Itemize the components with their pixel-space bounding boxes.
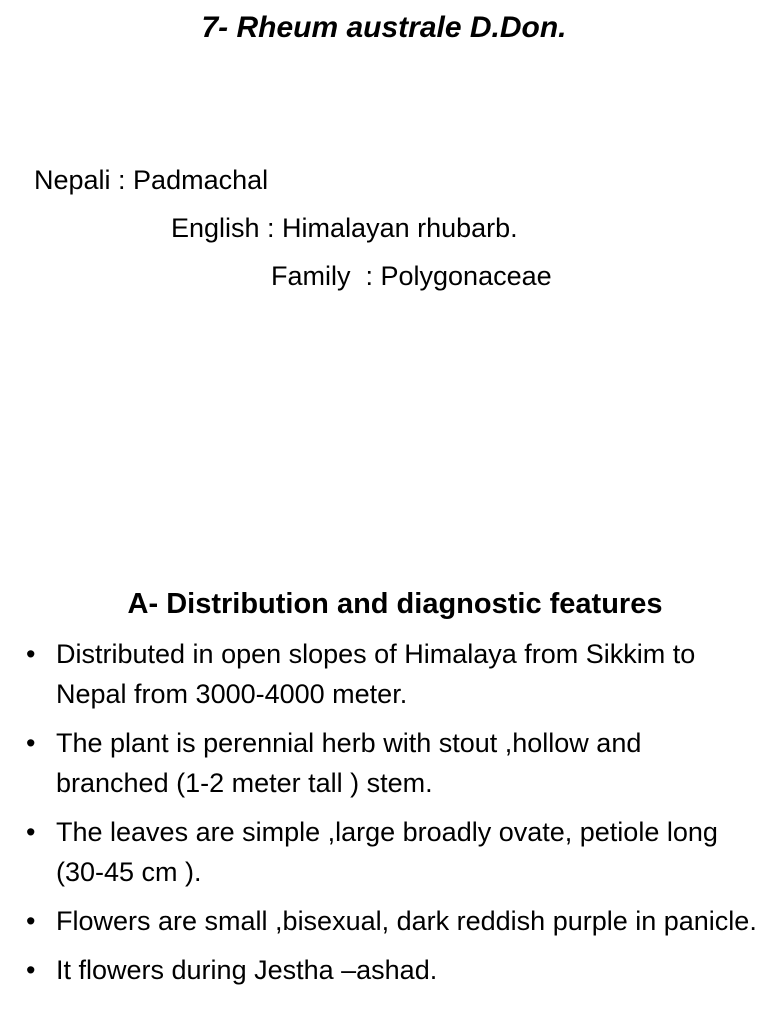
list-item [0,723,760,803]
list-item-text: The plant is perennial herb with stout ,hollow and branched (1-2 meter tall ) stem. [56,728,642,798]
bullet-icon: • [26,728,36,758]
list-item-text: It flowers during Jestha –ashad. [56,955,438,985]
english-name: English : Himalayan rhubarb. [171,213,518,243]
bullet-icon: • [26,906,36,936]
family-name: Family : Polygonaceae [271,261,552,291]
section-heading: A- Distribution and diagnostic features [127,588,663,620]
list-item-text: Flowers are small ,bisexual, dark reddish purple in panicle. [56,906,757,936]
bullet-list [0,634,760,999]
list-item [0,634,760,714]
list-item [0,901,760,941]
page-title: 7- Rheum australe D.Don. [201,11,567,44]
nepali-name: Nepali : Padmachal [34,165,269,195]
list-item [0,812,760,892]
bullet-icon: • [26,817,36,847]
list-item-text: The leaves are simple ,large broadly ovate, petiole long (30-45 cm ). [56,817,718,887]
bullet-icon: • [26,639,36,669]
list-item [0,950,760,990]
bullet-icon: • [26,955,36,985]
list-item-text: Distributed in open slopes of Himalaya from Sikkim to Nepal from 3000-4000 meter. [56,639,696,709]
